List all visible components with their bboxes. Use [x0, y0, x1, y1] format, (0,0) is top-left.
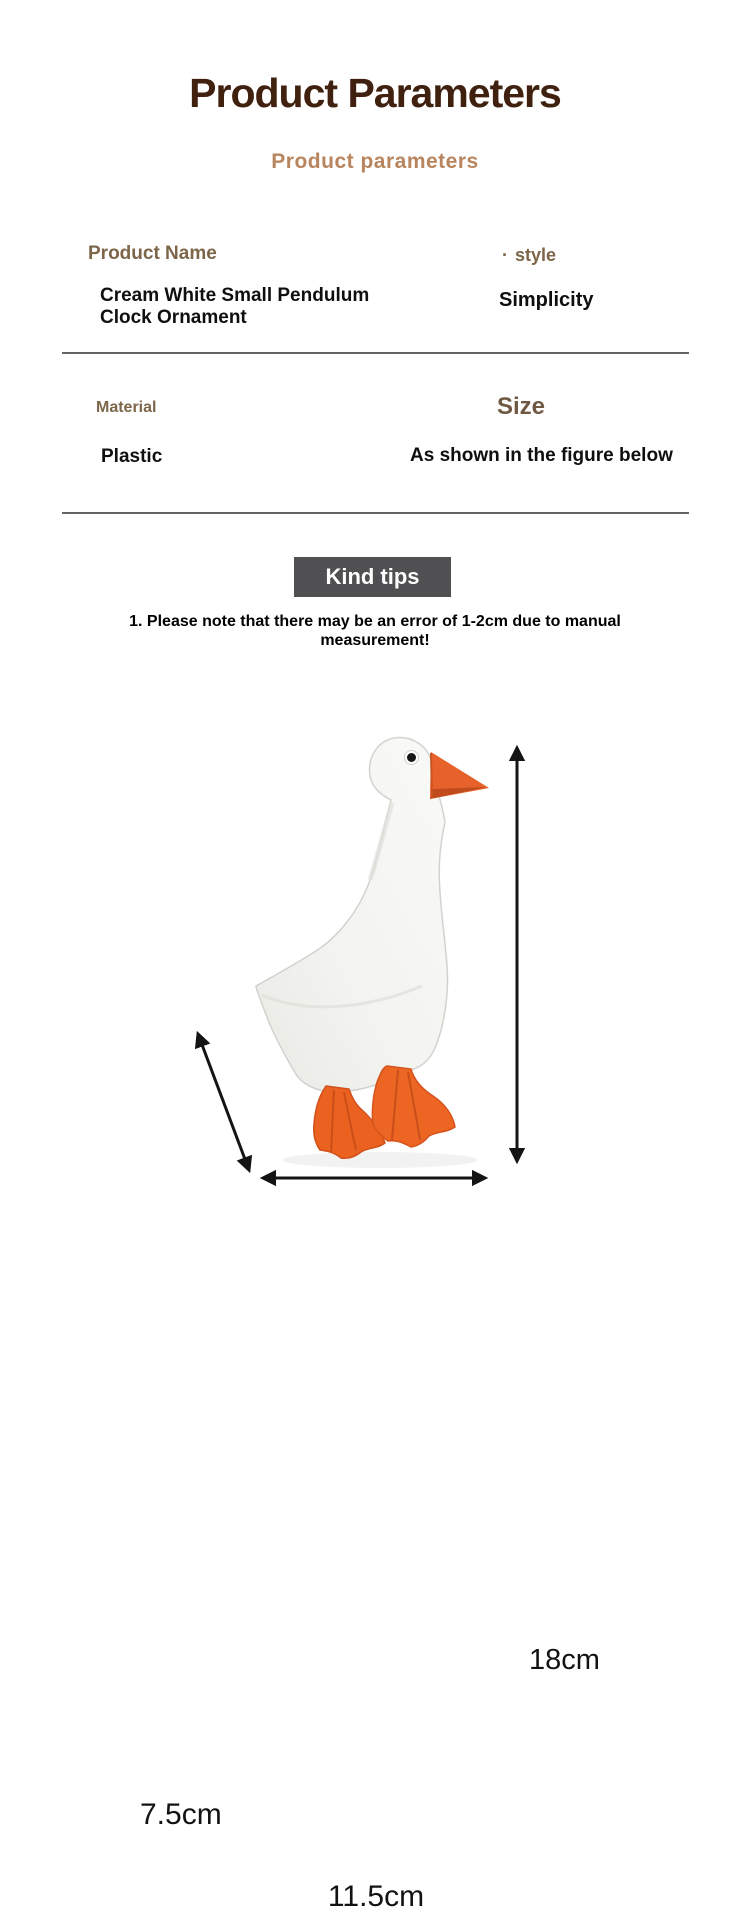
style-bullet: · — [502, 245, 508, 265]
size-label: Size — [497, 393, 546, 420]
material-value: Plastic — [101, 446, 163, 467]
kind-tips-badge: Kind tips — [294, 557, 451, 597]
material-label: Material — [96, 399, 157, 416]
ground-shadow — [282, 1152, 478, 1168]
product-name-value: Cream White Small Pendulum Clock Ornament — [100, 285, 370, 328]
style-label — [502, 245, 556, 266]
product-figure — [0, 700, 750, 1913]
size-value: As shown in the figure below — [410, 445, 673, 466]
page-title: Product Parameters — [189, 70, 561, 116]
depth-dimension-label: 7.5cm — [140, 1798, 222, 1831]
style-value: Simplicity — [499, 289, 594, 311]
page-subtitle: Product parameters — [271, 150, 479, 173]
divider-line — [62, 352, 689, 354]
product-name-label: Product Name — [88, 243, 217, 264]
goose-figurine-illustration — [0, 700, 750, 1224]
height-dimension-label: 18cm — [529, 1644, 600, 1676]
style-label-text: style — [515, 245, 557, 265]
divider-line — [62, 512, 689, 514]
goose-body — [256, 738, 448, 1093]
measurement-note: 1. Please note that there may be an error of 1-2cm due to manual measurement! — [129, 613, 621, 649]
goose-beak-base — [431, 753, 432, 798]
width-dimension-label: 11.5cm — [327, 1880, 425, 1913]
goose-eye — [407, 753, 416, 762]
depth-dimension-arrow — [198, 1034, 249, 1170]
